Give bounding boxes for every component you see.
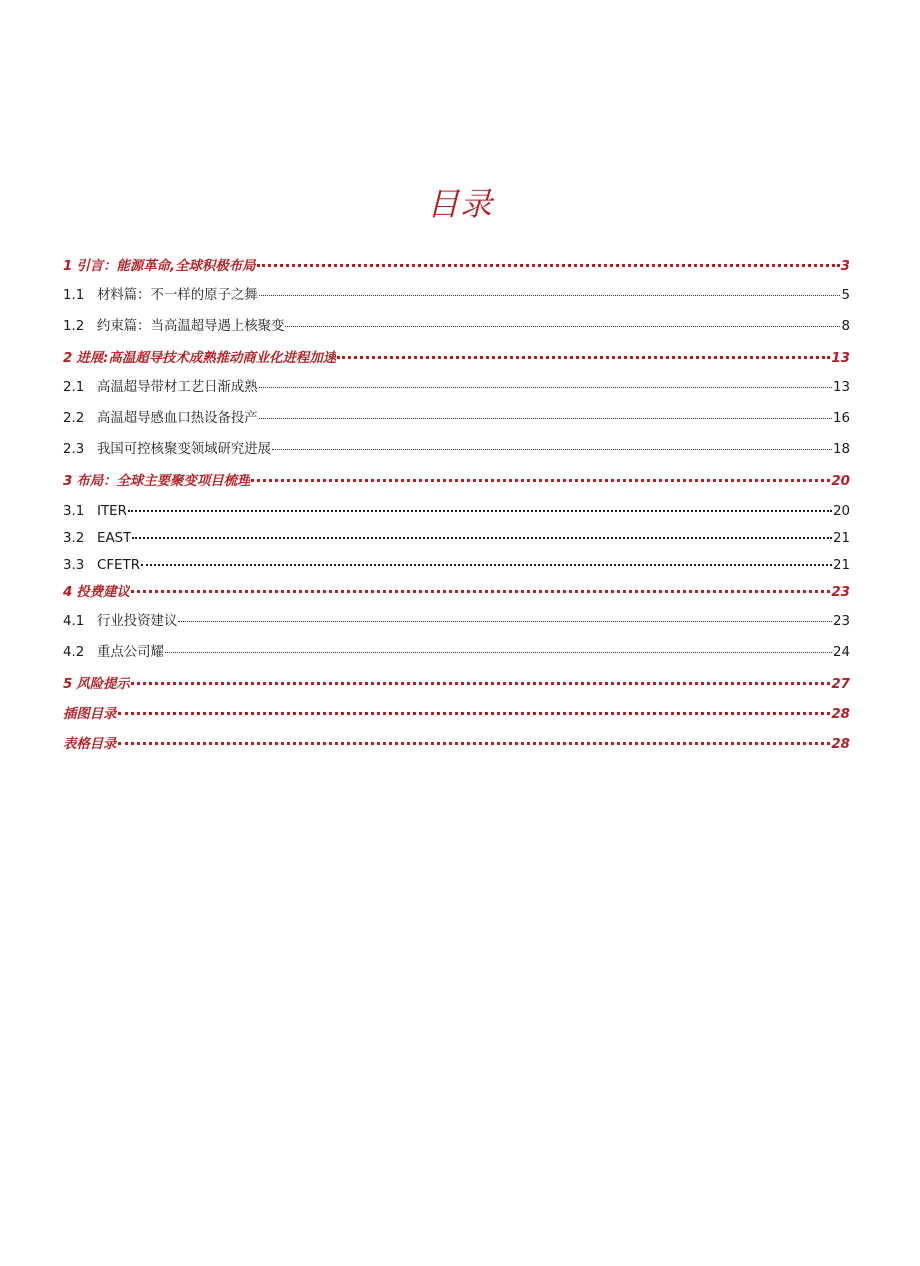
dot-leader bbox=[251, 467, 830, 482]
toc-entry-label: 我国可控核聚变领域研究进展 bbox=[97, 442, 272, 457]
toc-entry-page: 20 bbox=[832, 504, 850, 519]
dot-leader bbox=[272, 436, 832, 450]
toc-entry-page: 28 bbox=[831, 707, 850, 722]
dot-leader bbox=[118, 730, 831, 745]
toc-entry-number: 3 bbox=[63, 474, 73, 489]
toc-entry-figure-index[interactable] bbox=[63, 700, 850, 730]
toc-entry-3[interactable] bbox=[63, 467, 850, 497]
dot-leader bbox=[259, 282, 841, 296]
toc-title: 目录 bbox=[426, 185, 493, 223]
toc-entry-page: 5 bbox=[841, 288, 850, 303]
toc-entry-label: 插图目录 bbox=[63, 707, 117, 722]
dot-leader bbox=[337, 344, 830, 359]
toc-entry-table-index[interactable] bbox=[63, 730, 850, 760]
toc-entry-1-2[interactable] bbox=[63, 313, 850, 344]
dot-leader bbox=[257, 252, 840, 267]
toc-entry-page: 21 bbox=[832, 531, 850, 546]
dot-leader bbox=[259, 374, 832, 388]
toc-entry-label: 高温超导感血口热设备投产 bbox=[97, 411, 258, 426]
toc-entry-number: 2.2 bbox=[63, 411, 85, 426]
toc-entry-label: 引言：能源革命,全球积极布局 bbox=[76, 259, 256, 274]
toc-entry-4-1[interactable] bbox=[63, 608, 850, 639]
toc-entry-number: 2.3 bbox=[63, 442, 85, 457]
toc-entry-2-1[interactable] bbox=[63, 374, 850, 405]
toc-entry-label: EAST bbox=[97, 531, 132, 546]
toc-entry-number: 1.2 bbox=[63, 319, 85, 334]
toc-entry-label: 进展:高温超导技术成熟推动商业化进程加速 bbox=[76, 351, 337, 366]
toc-entry-1[interactable] bbox=[63, 252, 850, 282]
dot-leader bbox=[259, 405, 832, 419]
toc-entry-label: CFETR bbox=[97, 558, 140, 573]
toc-entry-number: 3.3 bbox=[63, 558, 85, 573]
toc-entry-page: 3 bbox=[840, 259, 850, 274]
toc-entry-number: 5 bbox=[63, 677, 73, 692]
toc-entry-number: 3.2 bbox=[63, 531, 85, 546]
toc-entry-page: 20 bbox=[831, 474, 850, 489]
toc-entry-label: 风险提示 bbox=[76, 677, 130, 692]
toc-entry-number: 4 bbox=[63, 585, 73, 600]
toc-entry-page: 27 bbox=[831, 677, 850, 692]
toc-entry-3-1[interactable] bbox=[63, 497, 850, 524]
toc-entry-number: 3.1 bbox=[63, 504, 85, 519]
dot-leader bbox=[128, 497, 832, 512]
toc-entry-label: 表格目录 bbox=[63, 737, 117, 752]
toc-entry-page: 21 bbox=[832, 558, 850, 573]
dot-leader bbox=[285, 313, 840, 327]
dot-leader bbox=[178, 608, 832, 622]
toc-entry-number: 4.1 bbox=[63, 614, 85, 629]
toc-entry-label: ITER bbox=[97, 504, 127, 519]
toc-entry-3-2[interactable] bbox=[63, 524, 850, 551]
toc-entry-label: 重点公司耀 bbox=[97, 645, 164, 660]
toc-entry-number: 4.2 bbox=[63, 645, 85, 660]
toc-entry-page: 24 bbox=[832, 645, 850, 660]
toc-entry-5[interactable] bbox=[63, 670, 850, 700]
toc-entry-2-2[interactable] bbox=[63, 405, 850, 436]
toc-entry-2[interactable] bbox=[63, 344, 850, 374]
toc-entry-page: 23 bbox=[832, 614, 850, 629]
toc-entry-1-1[interactable] bbox=[63, 282, 850, 313]
dot-leader bbox=[131, 578, 830, 593]
toc-entry-number: 2.1 bbox=[63, 380, 85, 395]
toc-entry-page: 28 bbox=[831, 737, 850, 752]
toc-entry-page: 13 bbox=[832, 380, 850, 395]
toc-entry-label: 材料篇：不一样的原子之舞 bbox=[97, 288, 258, 303]
toc-entry-page: 18 bbox=[832, 442, 850, 457]
toc-entry-label: 约束篇：当高温超导遇上核聚变 bbox=[97, 319, 285, 334]
dot-leader bbox=[165, 639, 832, 653]
toc-entry-4[interactable] bbox=[63, 578, 850, 608]
toc-entry-label: 投费建议 bbox=[76, 585, 130, 600]
table-of-contents bbox=[63, 252, 850, 760]
toc-entry-page: 23 bbox=[831, 585, 850, 600]
dot-leader bbox=[141, 551, 832, 566]
toc-entry-label: 布局：全球主要聚变项目梳理 bbox=[76, 474, 251, 489]
toc-entry-number: 2 bbox=[63, 351, 73, 366]
toc-entry-page: 16 bbox=[832, 411, 850, 426]
toc-entry-3-3[interactable] bbox=[63, 551, 850, 578]
dot-leader bbox=[132, 524, 832, 539]
toc-entry-label: 高温超导带材工艺日渐成熟 bbox=[97, 380, 258, 395]
toc-entry-4-2[interactable] bbox=[63, 639, 850, 670]
dot-leader bbox=[118, 700, 831, 715]
toc-entry-label: 行业投资建议 bbox=[97, 614, 178, 629]
toc-entry-number: 1 bbox=[63, 259, 73, 274]
toc-entry-page: 13 bbox=[831, 351, 850, 366]
dot-leader bbox=[131, 670, 830, 685]
toc-entry-2-3[interactable] bbox=[63, 436, 850, 467]
toc-entry-number: 1.1 bbox=[63, 288, 85, 303]
toc-entry-page: 8 bbox=[841, 319, 850, 334]
